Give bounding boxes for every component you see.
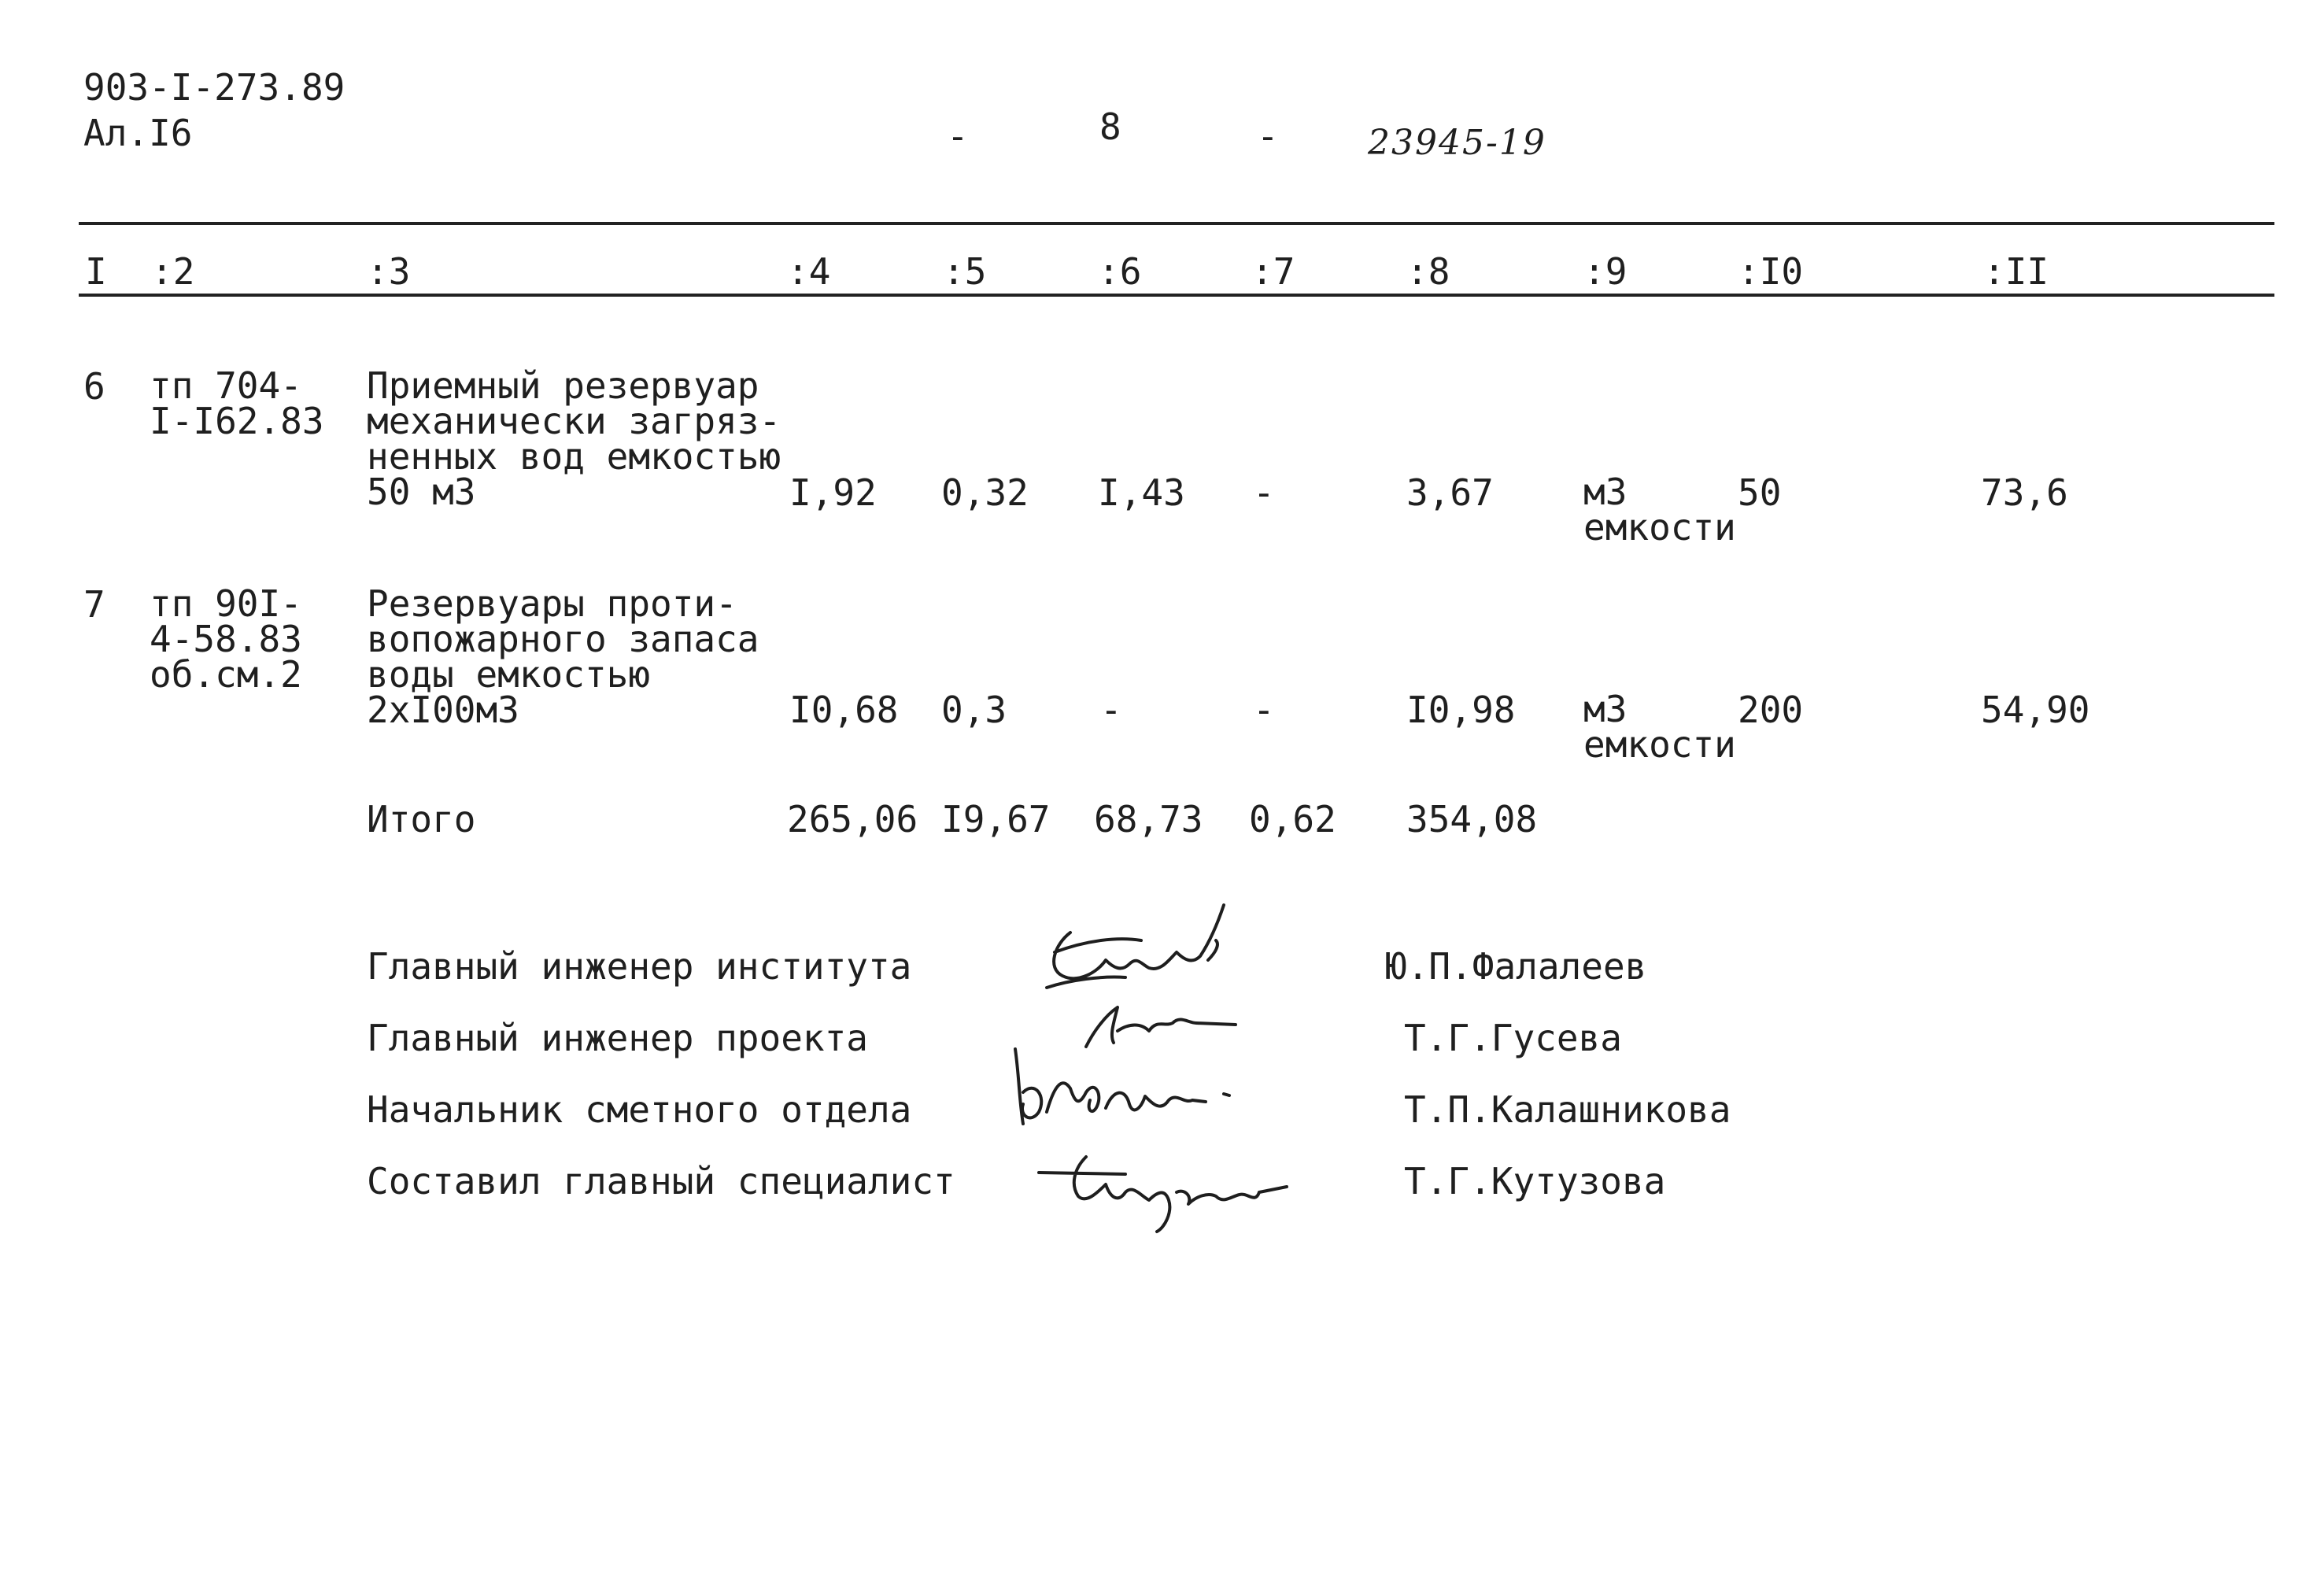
signatory-role: Начальник сметного отдела (367, 1088, 912, 1131)
cell-col8: I0,98 (1406, 689, 1516, 731)
column-header-8: :8 (1406, 250, 1450, 293)
signatory-name: Т.Г.Кутузова (1404, 1160, 1666, 1202)
column-header-7: :7 (1251, 250, 1295, 293)
total-label: Итого (367, 798, 476, 840)
column-header-2: :2 (151, 250, 195, 293)
column-header-9: :9 (1583, 250, 1628, 293)
total-col5: I9,67 (941, 798, 1051, 840)
cell-col5: 0,3 (941, 689, 1007, 731)
header-rule-bottom (79, 294, 2274, 297)
row-number: 6 (83, 365, 105, 408)
signatory-name: Ю.П.Фалалеев (1385, 945, 1647, 988)
cell-col11: 54,90 (1981, 689, 2090, 731)
signature-falaleev (1023, 897, 1259, 999)
signatory-name: Т.П.Калашникова (1404, 1088, 1731, 1131)
cell-col8: 3,67 (1406, 471, 1494, 514)
signatory-role: Составил главный специалист (367, 1160, 955, 1202)
column-header-11: :II (1983, 250, 2049, 293)
document-code: 903-I-273.89 (83, 66, 345, 109)
total-col6: 68,73 (1094, 798, 1203, 840)
cell-col4: I,92 (789, 471, 877, 514)
column-header-4: :4 (787, 250, 831, 293)
cell-col6: - (1100, 689, 1122, 731)
cell-col11: 73,6 (1981, 471, 2068, 514)
cell-col5: 0,32 (941, 471, 1029, 514)
inventory-number: 23945-19 (1368, 123, 1546, 163)
cell-col4: I0,68 (789, 689, 899, 731)
column-header-10: :I0 (1738, 250, 1804, 293)
row-number: 7 (83, 583, 105, 626)
column-header-1: I (85, 250, 107, 293)
signatory-name: Т.Г.Гусева (1404, 1017, 1622, 1059)
unit-of-measure: м3 емкости (1583, 688, 1736, 766)
quantity: 200 (1738, 689, 1804, 731)
signature-kutuzova (1031, 1149, 1330, 1236)
column-header-5: :5 (943, 250, 987, 293)
signatory-role: Главный инженер проекта (367, 1017, 868, 1059)
total-col4: 265,06 (787, 798, 918, 840)
total-col8: 354,08 (1406, 798, 1538, 840)
sheet-number: Ал.I6 (83, 112, 193, 154)
cell-col7: - (1253, 689, 1275, 731)
page-number: 8 (1099, 105, 1121, 148)
page-dash-right: - (1257, 115, 1279, 157)
item-name: Резервуары проти- вопожарного запаса воды емкостью 2хI00м3 (367, 582, 759, 731)
cell-col6: I,43 (1098, 471, 1185, 514)
cell-col7: - (1253, 471, 1275, 514)
column-header-6: :6 (1098, 250, 1142, 293)
page-dash-left: - (947, 115, 969, 157)
total-col7: 0,62 (1249, 798, 1336, 840)
unit-of-measure: м3 емкости (1583, 471, 1736, 549)
column-header-3: :3 (367, 250, 411, 293)
header-rule-top (79, 222, 2274, 225)
signature-kalashnikova (999, 1037, 1267, 1132)
quantity: 50 (1738, 471, 1782, 514)
item-name: Приемный резервуар механически загряз- ненных вод емкостью 50 м3 (367, 364, 781, 513)
project-code: тп 90I- 4-58.83 об.см.2 (150, 582, 302, 696)
project-code: тп 704- I-I62.83 (150, 364, 324, 442)
signatory-role: Главный инженер института (367, 945, 912, 988)
